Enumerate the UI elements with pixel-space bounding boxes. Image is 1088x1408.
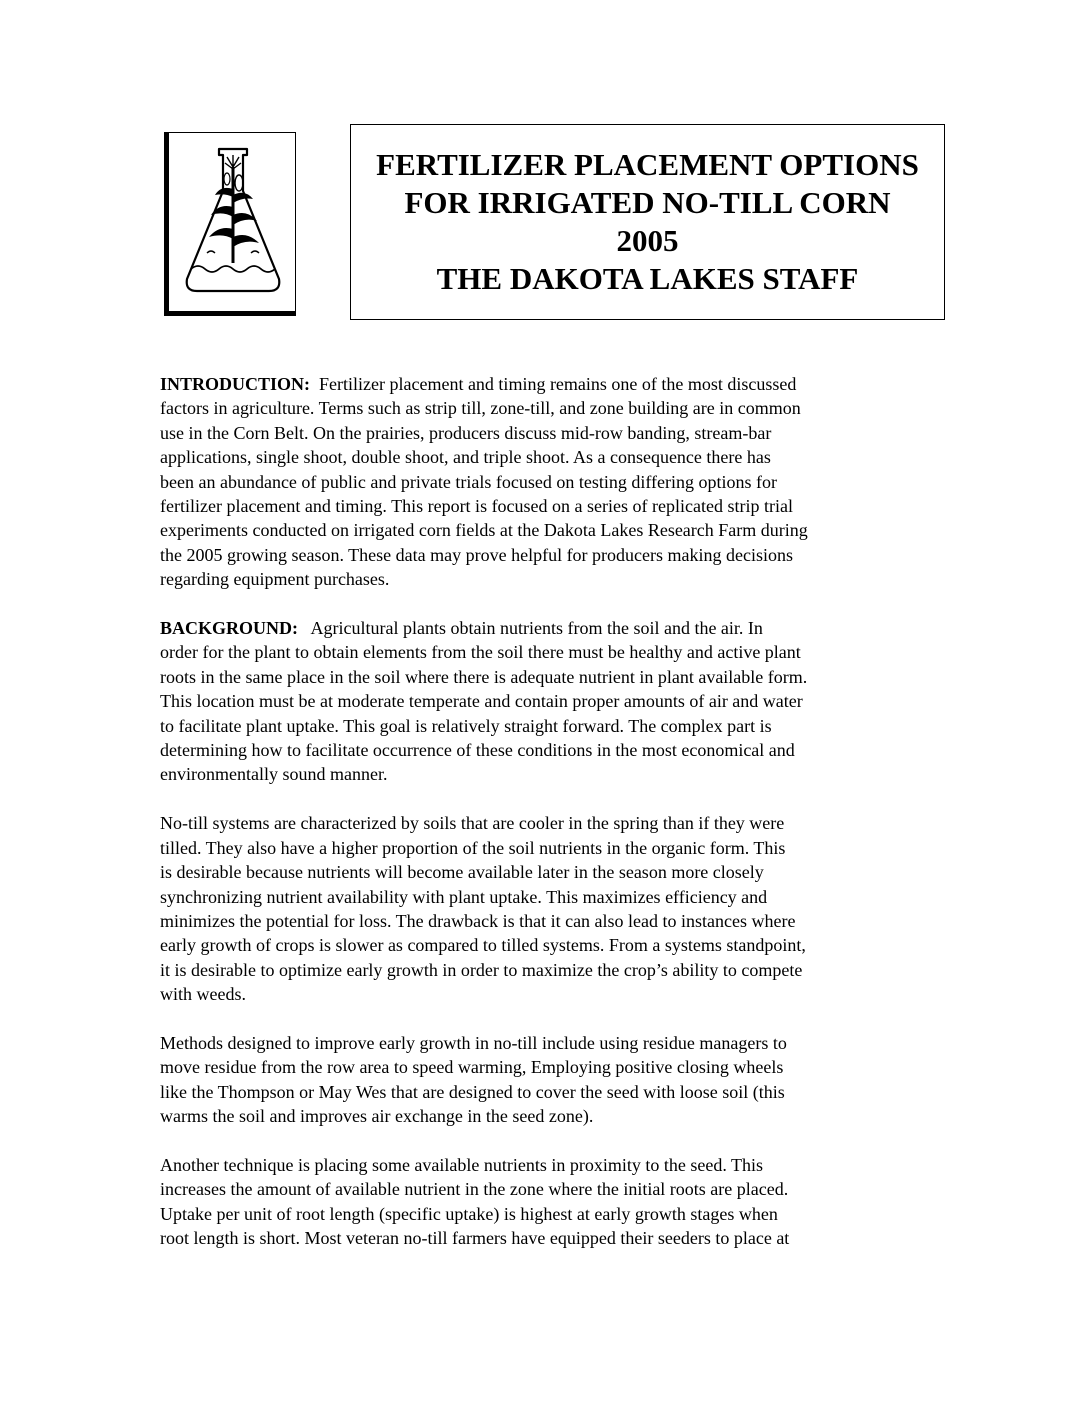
no-till-paragraph: [160, 811, 960, 1006]
paragraph-line: experiments conducted on irrigated corn fields at the Dakota Lakes Research Farm during: [160, 520, 808, 541]
paragraph-line: roots in the same place in the soil where there is adequate nutrient in plant available form.: [160, 666, 808, 687]
paragraph-line: fertilizer placement and timing. This report is focused on a series of replicated strip trial: [160, 496, 793, 517]
paragraph-line: factors in agriculture. Terms such as strip till, zone-till, and zone building are in common: [160, 398, 801, 419]
methods-paragraph: [160, 1031, 960, 1129]
paragraph-line: with weeds.: [160, 984, 246, 1005]
paragraph-line: been an abundance of public and private trials focused on testing differing options for: [160, 471, 777, 492]
paragraph-line: Methods designed to improve early growth in no-till include using residue managers to: [160, 1032, 787, 1053]
paragraph-line: No-till systems are characterized by soils that are cooler in the spring than if they were: [160, 813, 785, 834]
paragraph-line: like the Thompson or May Wes that are designed to cover the seed with loose soil (this: [160, 1081, 785, 1102]
introduction-heading: INTRODUCTION:: [160, 374, 311, 394]
logo-box: [164, 132, 296, 316]
background-paragraph: [160, 616, 960, 787]
paragraph-line: increases the amount of available nutrient in the zone where the initial roots are placed.: [160, 1179, 789, 1200]
background-heading: BACKGROUND:: [160, 618, 298, 639]
paragraph-line: regarding equipment purchases.: [160, 569, 390, 590]
paragraph-line: Another technique is placing some available nutrients in proximity to the seed. This: [160, 1154, 764, 1175]
paragraph-line: applications, single shoot, double shoot, and triple shoot. As a consequence there has: [160, 447, 771, 468]
body-text: [160, 372, 960, 1275]
paragraph-line: to facilitate plant uptake. This goal is relatively straight forward. The complex part is: [160, 715, 772, 736]
paragraph-line: is desirable because nutrients will become available later in the season more closely: [160, 862, 764, 883]
paragraph-line: Uptake per unit of root length (specific uptake) is highest at early growth stages when: [160, 1203, 778, 1224]
paragraph-line: root length is short. Most veteran no-till farmers have equipped their seeders to place at: [160, 1228, 790, 1249]
paragraph-line: the 2005 growing season. These data may prove helpful for producers making decisions: [160, 544, 794, 565]
title-line-2: FOR IRRIGATED NO-TILL CORN: [404, 185, 891, 220]
paragraph-line: This location must be at moderate temperate and contain proper amounts of air and water: [160, 691, 803, 712]
paragraph-line: environmentally sound manner.: [160, 764, 388, 785]
paragraph-line: minimizes the potential for loss. The drawback is that it can also lead to instances where: [160, 910, 796, 931]
introduction-paragraph: [160, 372, 960, 592]
paragraph-line: synchronizing nutrient availability with plant uptake. This maximizes efficiency and: [160, 886, 768, 907]
technique-paragraph: [160, 1153, 960, 1251]
paragraph-line: determining how to facilitate occurrence of these conditions in the most economical and: [160, 740, 795, 761]
paragraph-line: [160, 616, 960, 640]
paragraph-line: tilled. They also have a higher proportion of the soil nutrients in the organic form. This: [160, 837, 786, 858]
title-line-3: 2005: [616, 223, 679, 258]
paragraph-line: order for the plant to obtain elements from the soil there must be healthy and active plant: [160, 642, 801, 663]
title-line-1: FERTILIZER PLACEMENT OPTIONS: [376, 147, 919, 182]
paragraph-line: warms the soil and improves air exchange in the seed zone).: [160, 1106, 594, 1127]
paragraph-line-text: Fertilizer placement and timing remains one of the most discussed: [319, 374, 797, 394]
paragraph-line: early growth of crops is slower as compared to tilled systems. From a systems standpoint,: [160, 935, 806, 956]
paragraph-line: it is desirable to optimize early growth in order to maximize the crop’s ability to compete: [160, 959, 803, 980]
paragraph-line: move residue from the row area to speed warming, Employing positive closing wheels: [160, 1057, 784, 1078]
paragraph-line: [160, 372, 960, 396]
flask-with-corn-plant-logo: [181, 145, 285, 297]
title-line-4: THE DAKOTA LAKES STAFF: [436, 261, 859, 296]
title-box: [350, 124, 945, 320]
paragraph-line-text: Agricultural plants obtain nutrients from the soil and the air. In: [310, 618, 763, 639]
paragraph-line: use in the Corn Belt. On the prairies, producers discuss mid-row banding, stream-bar: [160, 422, 772, 443]
